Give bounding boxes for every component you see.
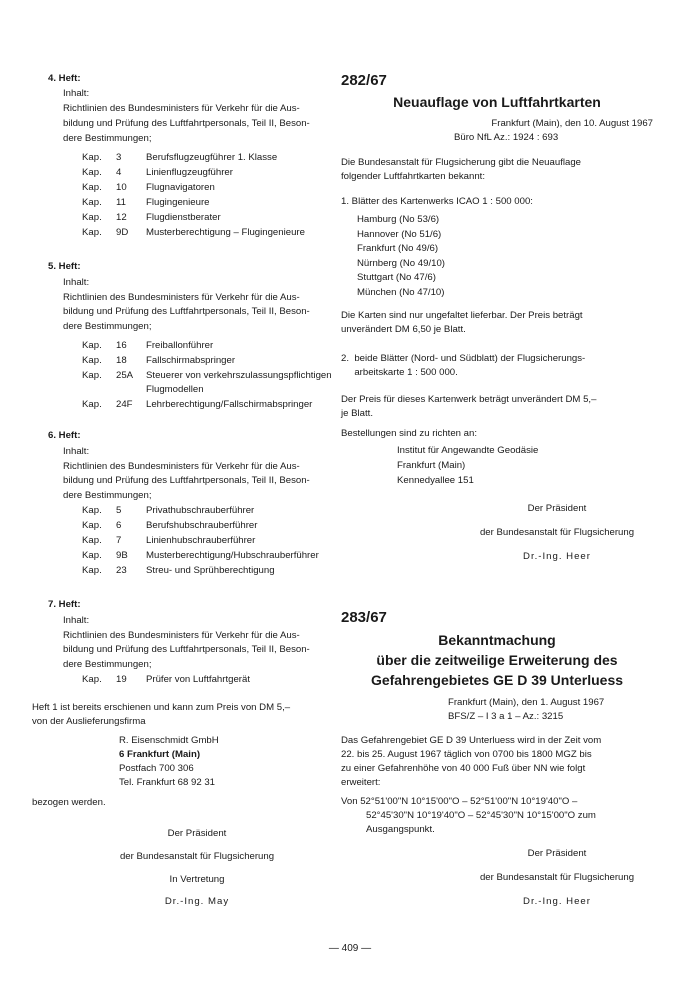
heft-note-1: Heft 1 ist bereits erschienen und kann zum Preis von DM 5,–	[32, 702, 291, 713]
heft-5-item: Kap. 24F Lehrberechtigung/Fallschirmabspringer	[82, 399, 313, 410]
notice-283-number: 283/67	[341, 609, 387, 626]
heft-4-desc-2: bildung und Prüfung des Luftfahrtpersonals, Teil II, Beson-	[63, 118, 310, 129]
notice-282-number: 282/67	[341, 72, 387, 89]
order-address: Institut für Angewandte Geodäsie	[397, 445, 539, 456]
map-sheet: Nürnberg (No 49/10)	[357, 258, 445, 269]
heft-5-item: Kap. 16 Freiballonführer	[82, 340, 214, 351]
heft-5-item: Flugmodellen	[146, 384, 204, 395]
notice-283-title-2: über die zeitweilige Erweiterung des	[376, 652, 618, 668]
heft-4-item: Kap. 3 Berufsflugzeugführer 1. Klasse	[82, 152, 278, 163]
heft-7-desc-3: dere Bestimmungen;	[63, 659, 152, 670]
notice-282-order: Bestellungen sind zu richten an:	[341, 428, 477, 439]
address-line: Tel. Frankfurt 68 92 31	[119, 777, 215, 788]
heft-4-item: Kap. 9D Musterberechtigung – Flugingenieure	[82, 227, 305, 238]
notice-283-title-3: Gefahrengebietes GE D 39 Unterluess	[370, 672, 624, 688]
address-line: 6 Frankfurt (Main)	[119, 749, 201, 760]
closing-text: bezogen werden.	[32, 797, 106, 808]
notice-283-body: erweitert:	[341, 777, 381, 788]
notice-283-title-1: Bekanntmachung	[438, 632, 556, 648]
notice-282-date: Frankfurt (Main), den 10. August 1967	[491, 118, 653, 129]
notice-282-item-2b: arbeitskarte 1 : 500 000.	[341, 367, 458, 378]
heft-4-title: 4. Heft:	[48, 73, 81, 84]
map-sheet: Hamburg (No 53/6)	[357, 214, 440, 225]
heft-7-inhalt: Inhalt:	[63, 615, 90, 626]
heft-4-item: Kap. 4 Linienflugzeugführer	[82, 167, 233, 178]
signature-name: Dr.-Ing. Heer	[523, 551, 591, 562]
address-line: Postfach 700 306	[119, 763, 194, 774]
heft-note-2: von der Auslieferungsfirma	[32, 716, 146, 727]
signature-title: Der Präsident	[527, 503, 587, 514]
heft-7-desc-1: Richtlinien des Bundesministers für Verkehr für die Aus-	[63, 630, 300, 641]
heft-4-inhalt: Inhalt:	[63, 88, 90, 99]
notice-282-title: Neuauflage von Luftfahrtkarten	[393, 94, 601, 110]
signature-name: Dr.-Ing. May	[164, 896, 230, 907]
signature-org: der Bundesanstalt für Flugsicherung	[479, 527, 635, 538]
signature-org: der Bundesanstalt für Flugsicherung	[119, 851, 275, 862]
notice-282-price-2: unverändert DM 6,50 je Blatt.	[341, 324, 466, 335]
map-sheet: Stuttgart (No 47/6)	[357, 272, 436, 283]
notice-283-body: zu einer Gefahrenhöhe von 40 000 Fuß über NN wie folgt	[341, 763, 586, 774]
notice-282-intro-2: folgender Luftfahrtkarten bekannt:	[341, 171, 486, 182]
notice-283-ref: BFS/Z – I 3 a 1 – Az.: 3215	[448, 711, 564, 722]
notice-282-item-1: 1. Blätter des Kartenwerks ICAO 1 : 500 000:	[341, 196, 533, 207]
heft-6-inhalt: Inhalt:	[63, 446, 90, 457]
heft-5-desc-3: dere Bestimmungen;	[63, 321, 152, 332]
notice-283-coords: Ausgangspunkt.	[366, 824, 435, 835]
notice-282-price-1: Die Karten sind nur ungefaltet lieferbar. Der Preis beträgt	[341, 310, 583, 321]
order-address: Kennedyallee 151	[397, 475, 474, 486]
heft-6-desc-1: Richtlinien des Bundesministers für Verkehr für die Aus-	[63, 461, 300, 472]
heft-6-title: 6. Heft:	[48, 430, 81, 441]
signature-name: Dr.-Ing. Heer	[523, 896, 591, 907]
notice-282-price-4: je Blatt.	[341, 408, 373, 419]
heft-5-desc-1: Richtlinien des Bundesministers für Verkehr für die Aus-	[63, 292, 300, 303]
heft-6-item: Kap. 9B Musterberechtigung/Hubschrauberführer	[82, 550, 319, 561]
address-line: R. Eisenschmidt GmbH	[119, 735, 219, 746]
heft-6-desc-2: bildung und Prüfung des Luftfahrtpersonals, Teil II, Beson-	[63, 475, 310, 486]
signature-org: der Bundesanstalt für Flugsicherung	[479, 872, 635, 883]
order-address: Frankfurt (Main)	[397, 460, 466, 471]
heft-4-desc-3: dere Bestimmungen;	[63, 133, 152, 144]
heft-6-item: Kap. 23 Streu- und Sprühberechtigung	[82, 565, 275, 576]
page-number: — 409 —	[328, 943, 372, 954]
heft-4-item: Kap. 10 Flugnavigatoren	[82, 182, 215, 193]
notice-282-price-3: Der Preis für dieses Kartenwerk beträgt unverändert DM 5,–	[341, 394, 597, 405]
signature-vertretung: In Vertretung	[169, 874, 225, 885]
heft-6-item: Kap. 7 Linienhubschrauberführer	[82, 535, 256, 546]
notice-283-coords: 52°45'30"N 10°19'40"O – 52°45'30"N 10°15'00"O zum	[366, 810, 596, 821]
notice-283-coords: Von 52°51'00"N 10°15'00"O – 52°51'00"N 10°19'40"O –	[341, 796, 578, 807]
heft-5-desc-2: bildung und Prüfung des Luftfahrtpersonals, Teil II, Beson-	[63, 306, 310, 317]
signature-title: Der Präsident	[527, 848, 587, 859]
heft-5-inhalt: Inhalt:	[63, 277, 90, 288]
heft-5-title: 5. Heft:	[48, 261, 81, 272]
heft-4-item: Kap. 11 Flugingenieure	[82, 197, 210, 208]
notice-282-ref: Büro NfL Az.: 1924 : 693	[454, 132, 559, 143]
heft-6-desc-3: dere Bestimmungen;	[63, 490, 152, 501]
notice-283-body: 22. bis 25. August 1967 täglich von 0700 bis 1800 MGZ bis	[341, 749, 592, 760]
notice-282-item-2: 2. beide Blätter (Nord- und Südblatt) der Flugsicherungs-	[341, 353, 586, 364]
heft-4-desc-1: Richtlinien des Bundesministers für Verkehr für die Aus-	[63, 103, 300, 114]
heft-6-item: Kap. 6 Berufshubschrauberführer	[82, 520, 258, 531]
heft-4-item: Kap. 12 Flugdienstberater	[82, 212, 221, 223]
heft-6-item: Kap. 5 Privathubschrauberführer	[82, 505, 255, 516]
notice-283-date: Frankfurt (Main), den 1. August 1967	[448, 697, 605, 708]
map-sheet: Frankfurt (No 49/6)	[357, 243, 439, 254]
heft-7-desc-2: bildung und Prüfung des Luftfahrtpersonals, Teil II, Beson-	[63, 644, 310, 655]
heft-5-item: Kap. 18 Fallschirmabspringer	[82, 355, 236, 366]
notice-283-body: Das Gefahrengebiet GE D 39 Unterluess wird in der Zeit vom	[341, 735, 602, 746]
notice-282-intro-1: Die Bundesanstalt für Flugsicherung gibt die Neuauflage	[341, 157, 581, 168]
heft-7-title: 7. Heft:	[48, 599, 81, 610]
signature-title: Der Präsident	[167, 828, 227, 839]
heft-5-item: Kap. 25A Steuerer von verkehrszulassungspflichtigen	[82, 370, 332, 381]
heft-7-item: Kap. 19 Prüfer von Luftfahrtgerät	[82, 674, 250, 685]
map-sheet: Hannover (No 51/6)	[357, 229, 442, 240]
map-sheet: München (No 47/10)	[357, 287, 445, 298]
